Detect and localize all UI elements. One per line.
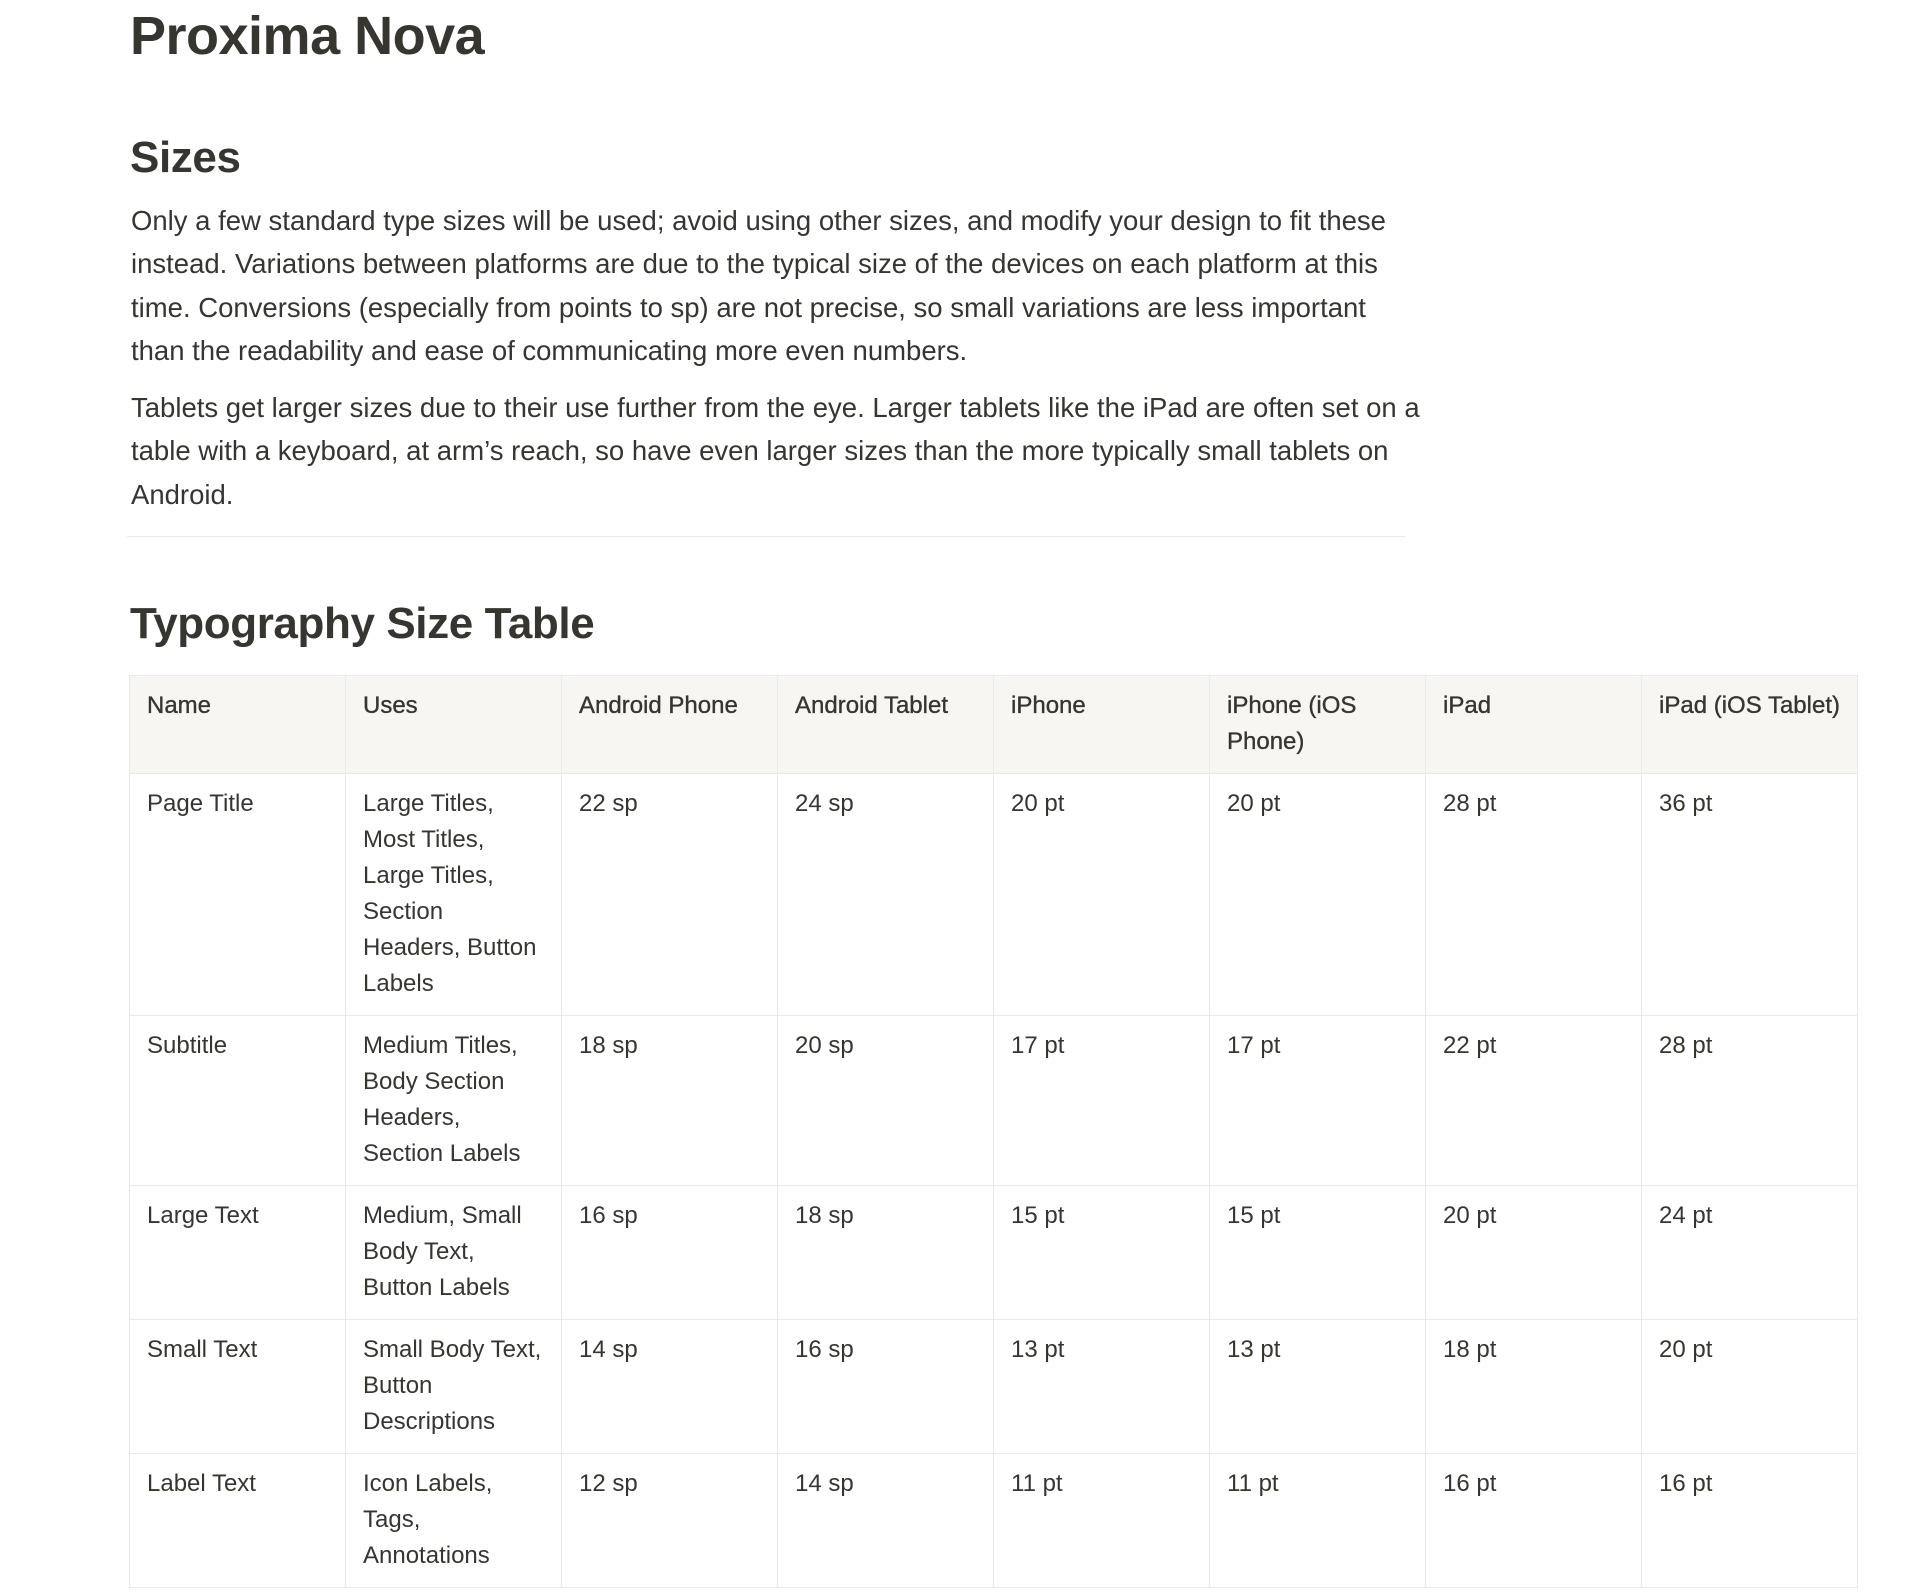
cell-name[interactable]: Large Text [130,1186,346,1320]
table-row [130,1320,1858,1454]
cell-ipad-ios-tablet[interactable]: 20 pt [1642,1320,1858,1454]
sizes-heading: Sizes [130,133,241,182]
cell-android-phone[interactable]: 16 sp [562,1186,778,1320]
column-header-ipad[interactable]: iPad [1426,676,1642,774]
cell-android-tablet[interactable]: 20 sp [778,1016,994,1186]
typography-table-heading: Typography Size Table [130,599,595,648]
cell-ipad[interactable]: 22 pt [1426,1016,1642,1186]
table-header-row [130,676,1858,774]
cell-ipad[interactable]: 16 pt [1426,1454,1642,1588]
cell-uses[interactable]: Small Body Text, Button Descriptions [346,1320,562,1454]
column-header-android-phone[interactable]: Android Phone [562,676,778,774]
cell-name[interactable]: Page Title [130,774,346,1016]
cell-name[interactable]: Small Text [130,1320,346,1454]
cell-iphone-ios-phone[interactable]: 13 pt [1210,1320,1426,1454]
cell-uses[interactable]: Large Titles, Most Titles, Large Titles, Section Headers, Button Labels [346,774,562,1016]
section-divider [127,536,1405,537]
cell-ipad[interactable]: 20 pt [1426,1186,1642,1320]
column-header-name[interactable]: Name [130,676,346,774]
cell-android-tablet[interactable]: 16 sp [778,1320,994,1454]
cell-android-tablet[interactable]: 18 sp [778,1186,994,1320]
cell-ipad-ios-tablet[interactable]: 16 pt [1642,1454,1858,1588]
cell-android-tablet[interactable]: 24 sp [778,774,994,1016]
cell-name[interactable]: Label Text [130,1454,346,1588]
cell-iphone[interactable]: 13 pt [994,1320,1210,1454]
column-header-android-tablet[interactable]: Android Tablet [778,676,994,774]
cell-ipad[interactable]: 18 pt [1426,1320,1642,1454]
table-row [130,1016,1858,1186]
cell-uses[interactable]: Medium Titles, Body Section Headers, Section Labels [346,1016,562,1186]
cell-ipad-ios-tablet[interactable]: 28 pt [1642,1016,1858,1186]
cell-ipad-ios-tablet[interactable]: 36 pt [1642,774,1858,1016]
cell-iphone-ios-phone[interactable]: 11 pt [1210,1454,1426,1588]
sizes-paragraph-1: Only a few standard type sizes will be used; avoid using other sizes, and modify your design to fit these instead. Variations between platforms are due to the typical size of the devices on each platform at this time. Conversions (especially from points to sp) are not precise, so small variations are less important than the readability and ease of communicating more even numbers. [131,205,1386,366]
cell-iphone-ios-phone[interactable]: 20 pt [1210,774,1426,1016]
typography-size-table [129,675,1858,1588]
cell-iphone[interactable]: 20 pt [994,774,1210,1016]
table-row [130,1454,1858,1588]
cell-iphone[interactable]: 17 pt [994,1016,1210,1186]
cell-uses[interactable]: Icon Labels, Tags, Annotations [346,1454,562,1588]
cell-android-phone[interactable]: 18 sp [562,1016,778,1186]
cell-android-tablet[interactable]: 14 sp [778,1454,994,1588]
cell-ipad-ios-tablet[interactable]: 24 pt [1642,1186,1858,1320]
cell-ipad[interactable]: 28 pt [1426,774,1642,1016]
page-title: Proxima Nova [130,6,485,66]
cell-android-phone[interactable]: 14 sp [562,1320,778,1454]
cell-android-phone[interactable]: 22 sp [562,774,778,1016]
cell-name[interactable]: Subtitle [130,1016,346,1186]
cell-iphone-ios-phone[interactable]: 15 pt [1210,1186,1426,1320]
table-row [130,774,1858,1016]
column-header-iphone[interactable]: iPhone [994,676,1210,774]
column-header-iphone-ios-phone[interactable]: iPhone (iOS Phone) [1210,676,1426,774]
cell-iphone-ios-phone[interactable]: 17 pt [1210,1016,1426,1186]
table-row [130,1186,1858,1320]
column-header-ipad-ios-tablet[interactable]: iPad (iOS Tablet) [1642,676,1858,774]
cell-iphone[interactable]: 11 pt [994,1454,1210,1588]
column-header-uses[interactable]: Uses [346,676,562,774]
cell-uses[interactable]: Medium, Small Body Text, Button Labels [346,1186,562,1320]
cell-iphone[interactable]: 15 pt [994,1186,1210,1320]
sizes-paragraph-2: Tablets get larger sizes due to their use further from the eye. Larger tablets like the iPad are often set on a table with a keyboard, at arm’s reach, so have even larger sizes than the more typically small tablets on Android. [131,392,1420,510]
cell-android-phone[interactable]: 12 sp [562,1454,778,1588]
